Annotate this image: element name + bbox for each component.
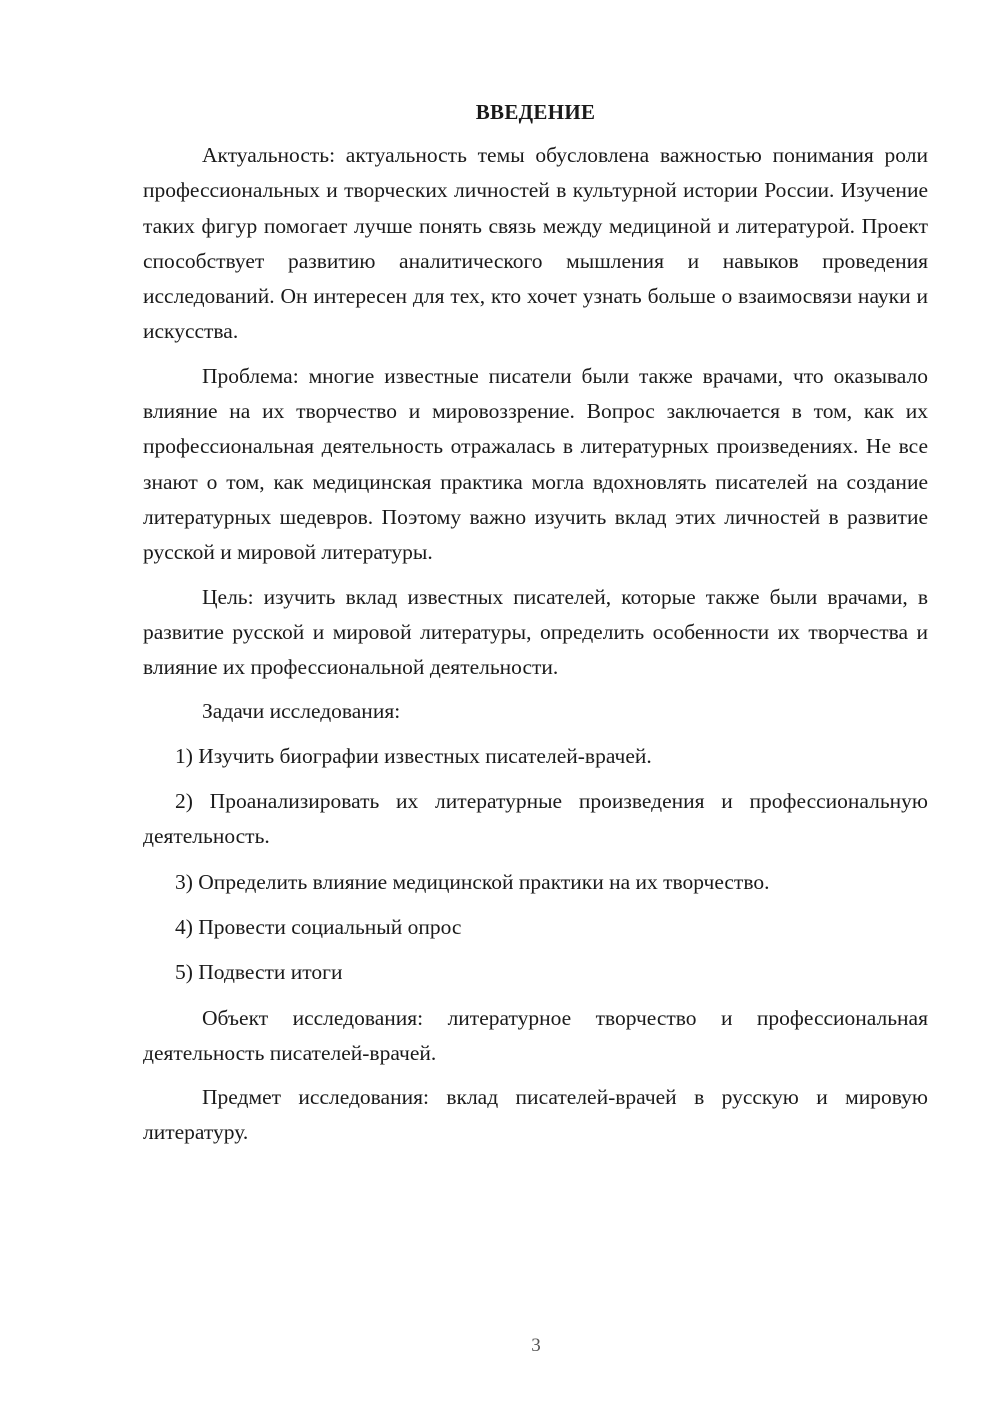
task-item: 3) Определить влияние медицинской практики на их творчество. xyxy=(175,869,770,894)
goal-paragraph: Цель: изучить вклад известных писателей, которые также были врачами, в развитие русской и мировой литературы, определить особенности их творчества и влияние их профессиональной деятельности. xyxy=(143,584,928,680)
document-page xyxy=(143,95,928,1160)
problem-paragraph: Проблема: многие известные писатели были также врачами, что оказывало влияние на их творчество и мировоззрение. Вопрос заключается в том, как их профессиональная деятельность отражалась в литературных произведениях. Не все знают о том, как медицинская практика могла вдохновлять писателей на создание литературных шедевров. Поэтому важно изучить вклад этих личностей в развитие русской и мировой литературы. xyxy=(143,363,928,565)
task-item: 4) Провести социальный опрос xyxy=(175,914,462,939)
task-item: 1) Изучить биографии известных писателей-врачей. xyxy=(175,743,652,768)
object-paragraph: Объект исследования: литературное творчество и профессиональная деятельность писателей-врачей. xyxy=(143,1005,928,1065)
tasks-heading: Задачи исследования: xyxy=(202,699,401,724)
task-item: 5) Подвести итоги xyxy=(175,960,343,985)
relevance-paragraph: Актуальность: актуальность темы обусловлена важностью понимания роли профессиональных и творческих личностей в культурной истории России. Изучение таких фигур помогает лучше понять связь между медициной и литературой. Проект способствует развитию аналитического мышления и навыков проведения исследований. Он интересен для тех, кто хочет узнать больше о взаимосвязи науки и искусства. xyxy=(143,143,928,344)
task-item: 2) Проанализировать их литературные произведения и профессиональную деятельность. xyxy=(143,789,928,849)
page-title: ВВЕДЕНИЕ xyxy=(475,100,596,124)
tasks-list xyxy=(143,739,928,991)
subject-paragraph: Предмет исследования: вклад писателей-врачей в русскую и мировую литературу. xyxy=(143,1085,928,1145)
page-number: 3 xyxy=(531,1335,541,1356)
